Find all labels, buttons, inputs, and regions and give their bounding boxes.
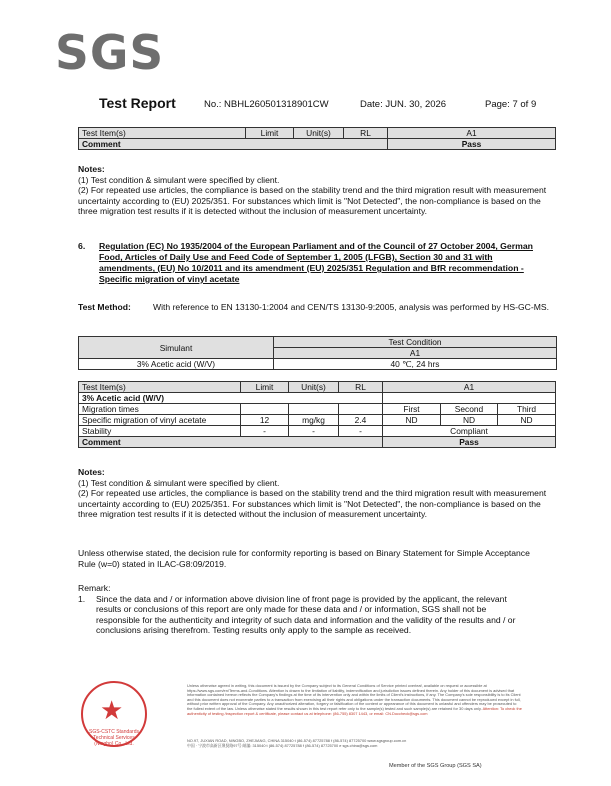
stability-rl: - <box>339 426 383 437</box>
seal-text: SGS-CSTC Standards Technical Services (Ningbo) Co., Ltd. <box>88 729 140 747</box>
col-rl: RL <box>344 128 388 139</box>
col-test-items: Test Item(s) <box>79 382 241 393</box>
result-third: ND <box>498 415 556 426</box>
simulant-header: Simulant <box>79 337 274 359</box>
migration-third: Third <box>498 404 556 415</box>
decision-rule: Unless otherwise stated, the decision rule for conformity reporting is based on Binary Statement for Simple Acceptance Rule (w=0) stated in ILAC-G8:09/2019. <box>78 548 530 569</box>
section-title: Regulation (EC) No 1935/2004 of the European Parliament and of the Council of 27 October 2004, German Food, Articles of Daily Use and Feed Code of September 1, 2005 (LFGB), Section 30 and 31 with amendments, (EU) No 10/2011 and its amendment (EU) 2025/351 Regulation and BfR recommendation - Specific migration of vinyl acetate <box>99 241 533 284</box>
terms-notice <box>187 684 522 716</box>
table-row <box>79 426 556 437</box>
result-first: ND <box>383 415 441 426</box>
migration-second: Second <box>441 404 498 415</box>
test-condition-table <box>78 336 557 370</box>
report-title: Test Report <box>99 95 176 111</box>
company-seal <box>81 681 147 747</box>
test-method <box>78 302 558 313</box>
comment-value: Pass <box>383 437 556 448</box>
star-icon: ★ <box>100 695 124 725</box>
address-en: NO.97, JUXIAN ROAD, NINGBO, ZHEJIANG, CHINA 315040 t (86-574) 87725788 f (86-574) 87725700 www.sgsgroup.com.cn <box>187 738 407 743</box>
results-table-2 <box>78 381 556 448</box>
member-of-sgs: Member of the SGS Group (SGS SA) <box>389 763 482 769</box>
address-cn: 中国 · 宁波市高新区聚贤路97号 邮编: 315040 t (86-574) 87725788 f (86-574) 87725700 e sgs.china@sgs.com <box>187 743 378 749</box>
results-table-1 <box>78 127 556 150</box>
result-second: ND <box>441 415 498 426</box>
remark-block <box>78 583 558 636</box>
condition-value: 40 ℃, 24 hrs <box>274 359 557 370</box>
comment-value: Pass <box>388 139 556 150</box>
report-header <box>0 97 611 113</box>
note-2: (2) For repeated use articles, the compliance is based on the stability trend and the third migration result with measurement uncertainty according to (EU) 2025/351. For substances which limit is "Not Detected", the non-compliance is based on the three migration test results if it is detected without the inclusion of measurement uncertainty. <box>78 488 547 519</box>
remark-title: Remark: <box>78 583 111 593</box>
col-units: Unit(s) <box>289 382 339 393</box>
notes-title: Notes: <box>78 467 105 477</box>
migration-times-label: Migration times <box>79 404 241 415</box>
col-a1: A1 <box>383 382 556 393</box>
table-row <box>79 404 556 415</box>
notes-title: Notes: <box>78 164 105 174</box>
address-block <box>187 738 522 749</box>
comment-row <box>79 139 556 150</box>
sgs-logo: SGS <box>55 26 165 81</box>
report-date: Date: JUN. 30, 2026 <box>360 99 447 110</box>
section-6-heading <box>78 241 538 285</box>
sample-header: A1 <box>274 348 557 359</box>
terms-text: Unless otherwise agreed in writing, this document is issued by the Company subject to its General Conditions of Service printed overleaf, available on request or accessible at https://www.sgs.com/en/Terms-and-Conditions. Attention is drawn to the limitation of liability, indemnification and jurisdiction issues defined therein. Any holder of this document is advised that information contained hereon reflects the Company's findings at the time of its intervention only and within the limits of Client's instructions, if any. The Company's sole responsibility is to its Client and this document does not exonerate parties to a transaction from exercising all their rights and obligations under the transaction documents. This document cannot be reproduced except in full, without prior written approval of the Company. Any unauthorized alteration, forgery or falsification of the content or appearance of this document is unlawful and offenders may be prosecuted to the fullest extent of the law. Unless otherwise stated the results shown in this test report refer only to the sample(s) tested and such sample(s) are retained for 30 days only. <box>187 683 521 711</box>
stability-label: Stability <box>79 426 241 437</box>
page-number: Page: 7 of 9 <box>485 99 537 110</box>
unit-value: mg/kg <box>289 415 339 426</box>
test-item: Specific migration of vinyl acetate <box>79 415 241 426</box>
table-header-row <box>79 128 556 139</box>
report-number: No.: NBHL260501318901CW <box>204 99 329 110</box>
test-method-text: With reference to EN 13130-1:2004 and CEN/TS 13130-9:2005, analysis was performed by HS-GC-MS. <box>153 302 549 312</box>
table-row <box>79 415 556 426</box>
notes-block-2 <box>78 467 558 520</box>
col-test-items: Test Item(s) <box>79 128 246 139</box>
col-rl: RL <box>339 382 383 393</box>
comment-label: Comment <box>79 437 383 448</box>
remark-number: 1. <box>78 593 86 604</box>
attention-text: Attention: To check the authenticity of testing /inspection report & certificate, please contact us at telephone: (86-755) 8307 1443, or email: CN.Doccheck@sgs.com <box>187 705 522 716</box>
stability-value: Compliant <box>383 426 556 437</box>
rl-value: 2.4 <box>339 415 383 426</box>
test-method-label: Test Method: <box>78 302 131 312</box>
comment-label: Comment <box>79 139 388 150</box>
note-1: (1) Test condition & simulant were specified by client. <box>78 477 280 488</box>
footer <box>75 677 535 767</box>
limit-value: 12 <box>241 415 289 426</box>
test-condition-header: Test Condition <box>274 337 557 348</box>
note-1: (1) Test condition & simulant were specified by client. <box>78 174 280 185</box>
col-limit: Limit <box>246 128 294 139</box>
section-number: 6. <box>78 241 86 251</box>
comment-row <box>79 437 556 448</box>
simulant-value: 3% Acetic acid (W/V) <box>79 359 274 370</box>
migration-first: First <box>383 404 441 415</box>
stability-unit: - <box>289 426 339 437</box>
table-row <box>79 393 556 404</box>
note-2: (2) For repeated use articles, the compliance is based on the stability trend and the third migration result with measurement uncertainty according to (EU) 2025/351. For substances which limit is "Not Detected", the non-compliance is based on the three migration test results if it is detected without the inclusion of measurement uncertainty. <box>78 185 547 216</box>
simulant-group-label: 3% Acetic acid (W/V) <box>79 393 383 404</box>
col-a1: A1 <box>388 128 556 139</box>
stability-limit: - <box>241 426 289 437</box>
notes-block-1 <box>78 164 556 217</box>
remark-text: Since the data and / or information above division line of front page is provided by the applicant, the relevant results or conclusions of this report are only made for these data and / or information, SGS shall not be responsible for the authenticity and integrity of such data and information and the validity of the results and / or conclusions arising therefrom. Testing results only apply to the sample as received. <box>96 593 516 635</box>
col-limit: Limit <box>241 382 289 393</box>
table-header-row <box>79 382 556 393</box>
col-units: Unit(s) <box>294 128 344 139</box>
